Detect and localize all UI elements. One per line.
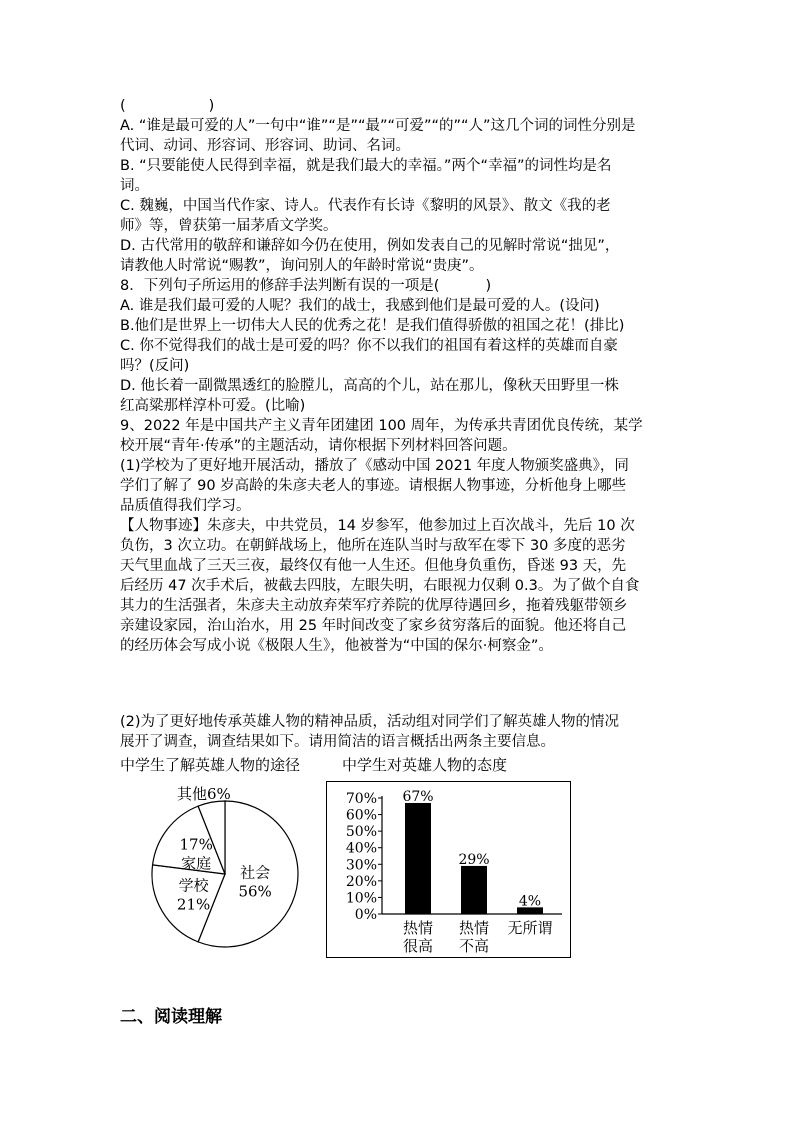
y-tick-label: 70% bbox=[345, 791, 377, 807]
text-line: 红高粱那样淳朴可爱。(比喻) bbox=[120, 398, 306, 414]
y-tick-label: 60% bbox=[345, 807, 377, 824]
bar-category-label-2: 无所谓 bbox=[507, 919, 553, 937]
text-line: 其力的生活强者，朱彦夫主动放弃荣军疗养院的优厚待遇回乡，拖着残躯带领乡 bbox=[120, 598, 628, 614]
pie-label-2: 17% bbox=[179, 835, 213, 854]
pie-value-0: 56% bbox=[238, 882, 272, 901]
text-line: C. 你不觉得我们的战士是可爱的吗？你不以我们的祖国有着这样的英雄而自豪 bbox=[120, 338, 618, 354]
text-line: 9、2022 年是中国共产主义青年团建团 100 周年，为传承共青团优良传统，某学 bbox=[120, 418, 643, 434]
bar-1 bbox=[461, 866, 487, 914]
text-line: 天气里血战了三天三夜，最终仅有他一人生还。但他身负重伤，昏迷 93 天，先 bbox=[120, 558, 627, 574]
y-tick-label: 20% bbox=[345, 873, 377, 890]
y-tick-label: 10% bbox=[345, 890, 377, 907]
bar-data-label-1: 29% bbox=[458, 851, 490, 868]
text-line: 请教他人时常说“赐教”，询问别人的年龄时常说“贵庚”。 bbox=[120, 258, 484, 274]
text-line: 后经历 47 次手术后，被截去四肢，左眼失明，右眼视力仅剩 0.3。为了做个自食 bbox=[120, 578, 640, 594]
text-line: A. 谁是我们最可爱的人呢？我们的战士，我感到他们是最可爱的人。(设问) bbox=[120, 298, 600, 314]
text-line: D. 他长着一副微黑透红的脸膛儿，高高的个儿，站在那儿，像秋天田野里一株 bbox=[120, 378, 619, 394]
section-heading: 二、阅读理解 bbox=[120, 1007, 222, 1027]
text-line: 展开了调查，调查结果如下。请用简洁的语言概括出两条主要信息。 bbox=[120, 734, 555, 750]
bar-0 bbox=[405, 803, 431, 914]
y-tick-label: 30% bbox=[345, 857, 377, 874]
text-line: B.他们是世界上一切伟大人民的优秀之花！是我们值得骄傲的祖国之花！(排比) bbox=[120, 318, 625, 334]
bar-category-label-0: 很高 bbox=[402, 937, 434, 955]
text-line: 学们了解了 90 岁高龄的朱彦夫老人的事迹。请根据人物事迹，分析他身上哪些 bbox=[120, 478, 627, 494]
text-line: 亲建设家园，治山治水，用 25 年时间改变了家乡贫穷落后的面貌。他还将自己 bbox=[120, 618, 627, 634]
pie-value-1: 21% bbox=[176, 895, 211, 914]
text-line: D. 古代常用的敬辞和谦辞如今仍在使用，例如发表自己的见解时常说“拙见”， bbox=[120, 238, 620, 254]
pie-chart bbox=[145, 776, 305, 966]
y-tick-label: 40% bbox=[345, 840, 377, 857]
text-line: 代词、动词、形容词、形容词、助词、名词。 bbox=[120, 138, 410, 154]
text-line: 的经历体会写成小说《极限人生》，他被誉为“中国的保尔·柯察金”。 bbox=[120, 638, 553, 654]
bar-chart bbox=[326, 781, 572, 959]
bar-data-label-2: 4% bbox=[518, 893, 542, 910]
bar-category-label-1: 不高 bbox=[458, 937, 490, 955]
pie-label-3: 其他6% bbox=[177, 785, 231, 803]
text-line: 师》等，曾获第一届茅盾文学奖。 bbox=[120, 218, 338, 234]
text-line: (1)学校为了更好地开展活动，播放了《感动中国 2021 年度人物颁奖盛典》，同 bbox=[120, 458, 629, 474]
text-line: 吗？(反问) bbox=[120, 358, 190, 374]
text-line: 品质值得我们学习。 bbox=[120, 498, 251, 514]
text-line: 校开展“青年·传承”的主题活动，请你根据下列材料回答问题。 bbox=[120, 438, 517, 454]
text-line: C. 魏巍，中国当代作家、诗人。代表作有长诗《黎明的风景》、散文《我的老 bbox=[120, 198, 611, 214]
text-line: B. “只要能使人民得到幸福，就是我们最大的幸福。”两个“幸福”的词性均是名 bbox=[120, 158, 612, 174]
question-text-block-2 bbox=[120, 712, 676, 752]
bar-chart-title: 中学生对英雄人物的态度 bbox=[342, 756, 508, 774]
question-text-block-1 bbox=[120, 96, 676, 656]
y-tick-label: 50% bbox=[345, 824, 377, 841]
bar-category-label-1: 热情 bbox=[458, 919, 490, 937]
bar-data-label-0: 67% bbox=[402, 788, 434, 805]
pie-label-0: 社会 bbox=[240, 863, 271, 882]
text-line: 8．下列句子所运用的修辞手法判断有误的一项是( ) bbox=[120, 278, 492, 294]
pie-label-1: 学校 bbox=[178, 876, 209, 895]
y-tick-label: 0% bbox=[354, 907, 377, 923]
text-line: ( ) bbox=[120, 98, 215, 114]
pie-chart-title: 中学生了解英雄人物的途径 bbox=[120, 756, 301, 774]
bar-category-label-0: 热情 bbox=[402, 919, 434, 937]
text-line: 词。 bbox=[120, 178, 149, 194]
text-line: A. “谁是最可爱的人”一句中“谁”“是”“最”“可爱”“的”“人”这几个词的词性分别是 bbox=[120, 118, 636, 134]
pie-value-2: 家庭 bbox=[181, 854, 212, 873]
text-line: 【人物事迹】朱彦夫，中共党员，14 岁参军，他参加过上百次战斗，先后 10 次 bbox=[120, 518, 635, 534]
text-line: (2)为了更好地传承英雄人物的精神品质，活动组对同学们了解英雄人物的情况 bbox=[120, 714, 620, 730]
text-line: 负伤，3 次立功。在朝鲜战场上，他所在连队当时与敌军在零下 30 多度的恶劣 bbox=[120, 538, 626, 554]
